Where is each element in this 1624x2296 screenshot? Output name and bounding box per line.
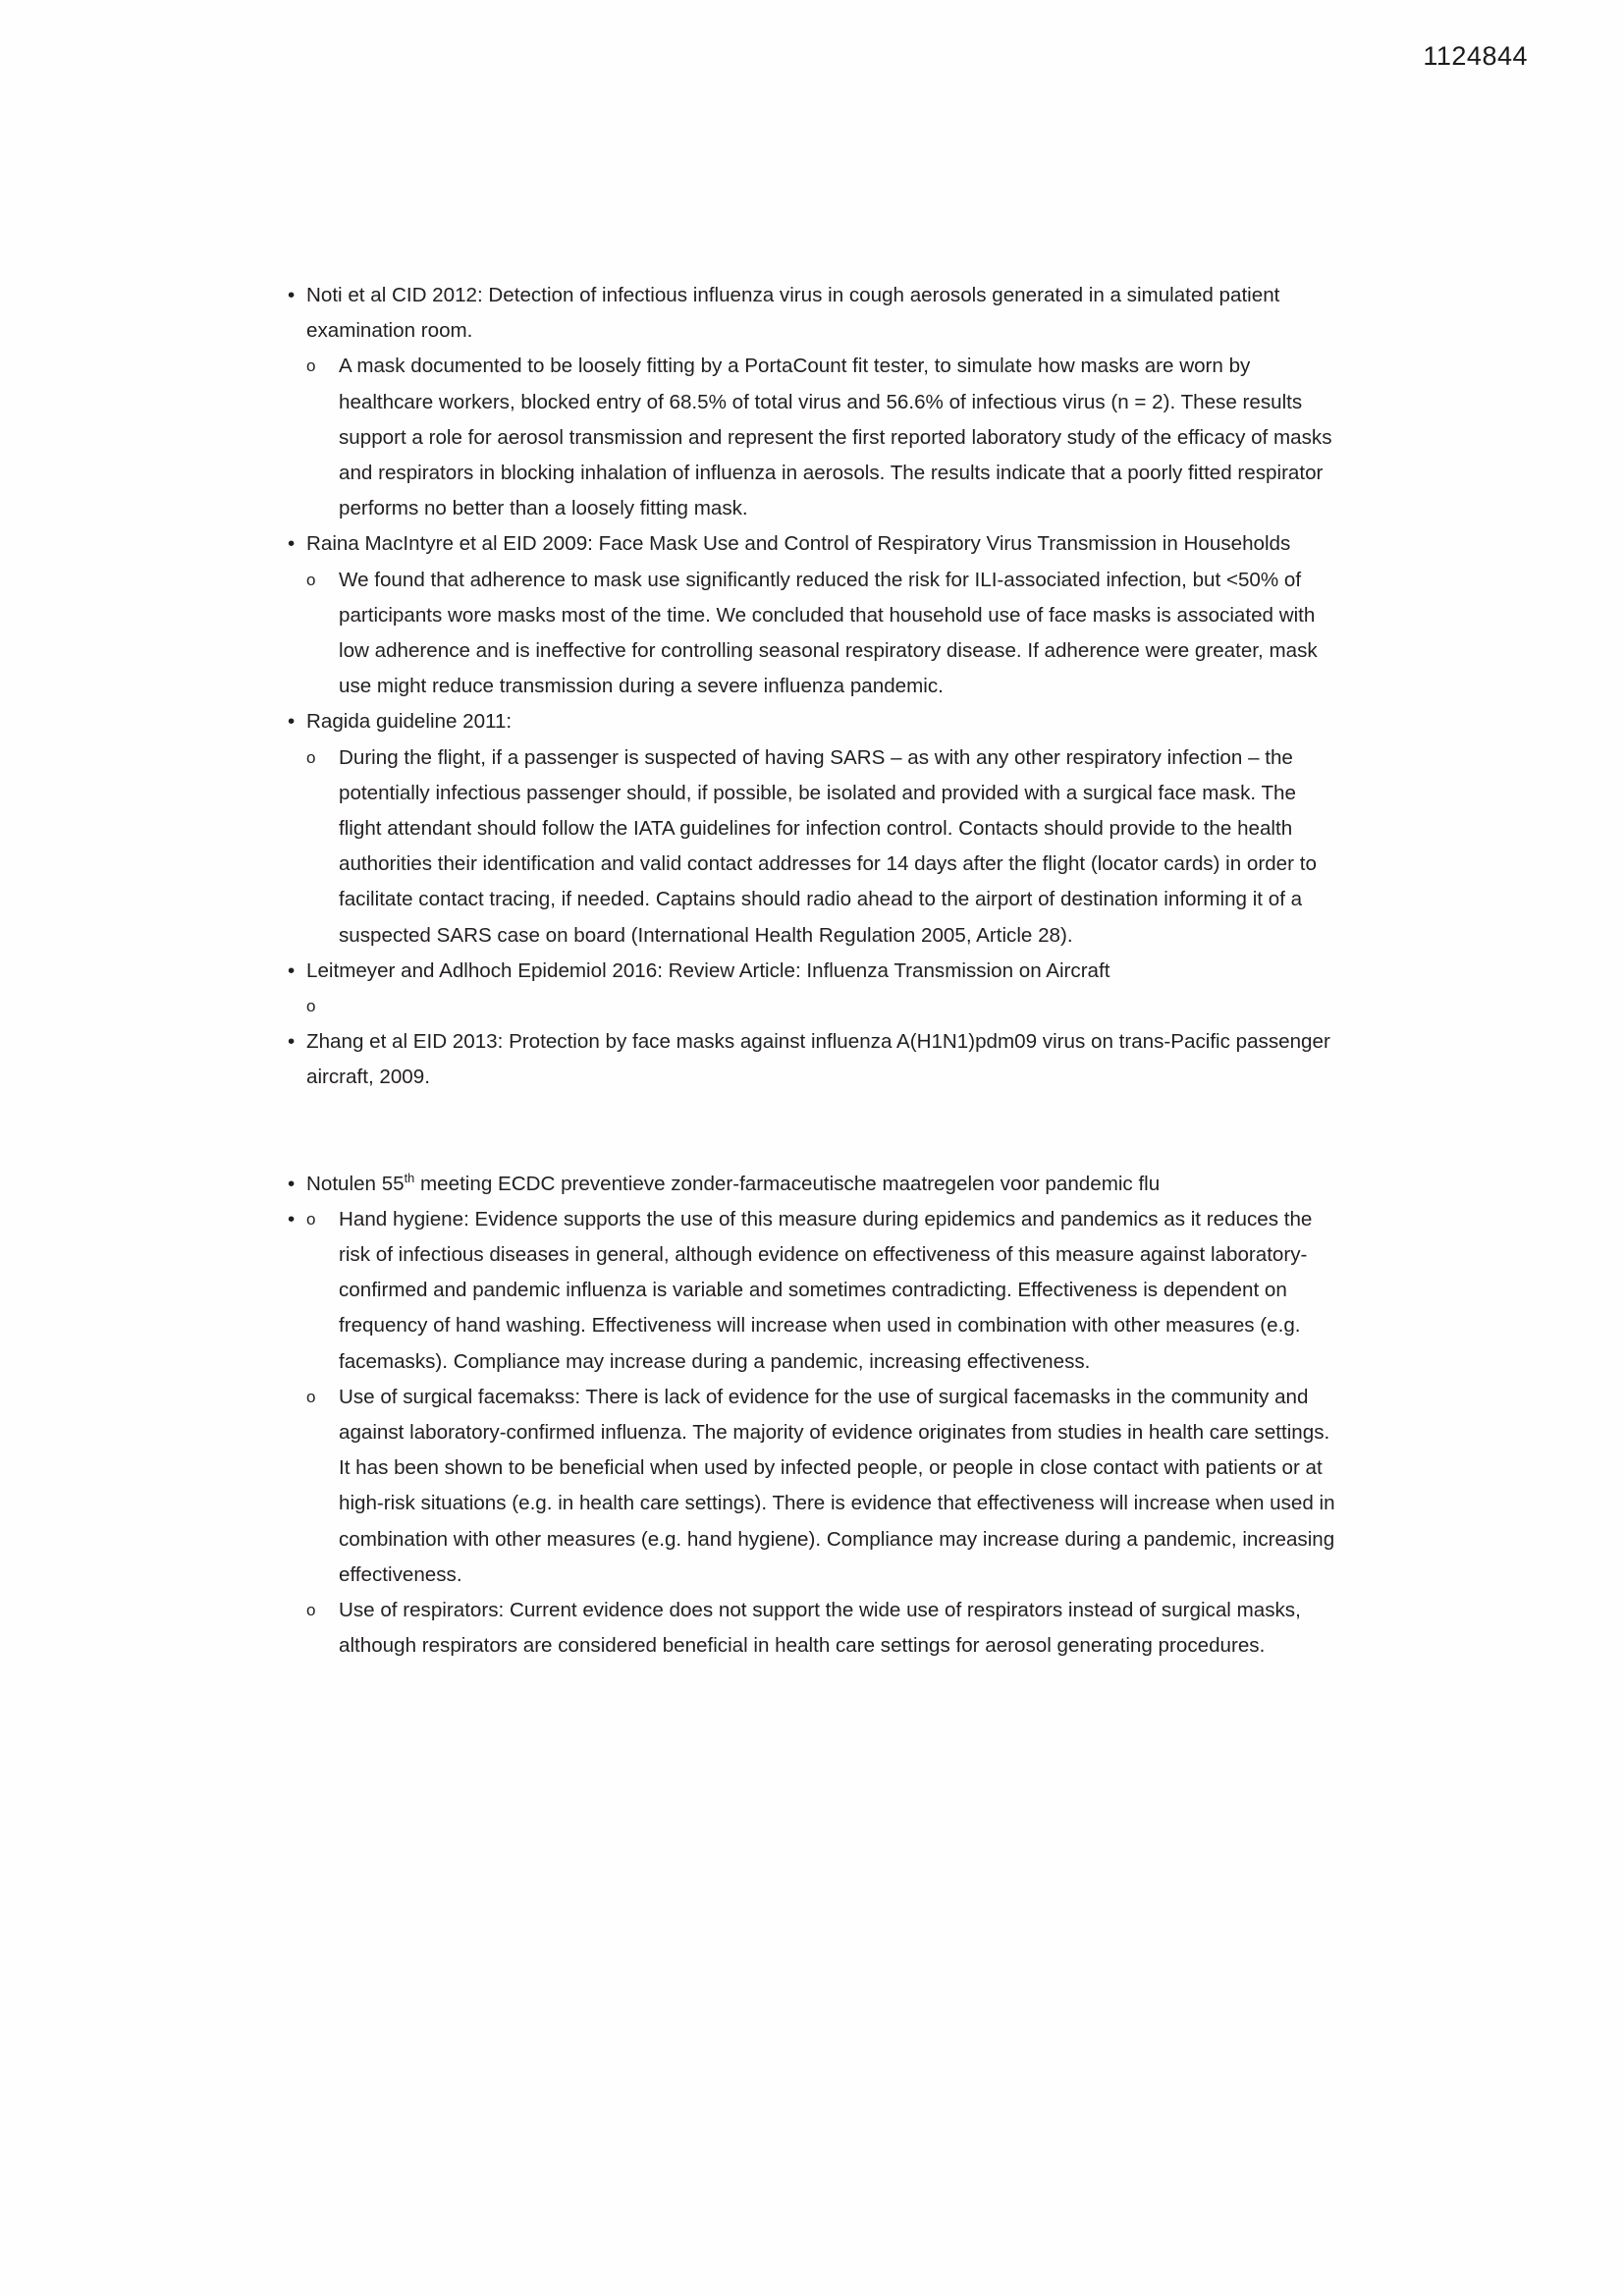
sub-list-item-text: During the flight, if a passenger is suspected of having SARS – as with any other respiratory infection – the potentially infectious passenger should, if possible, be isolated and provided with a surgical face mask. The flight attendant should follow the IATA guidelines for infection control. Contacts should provide to the health authorities their identification and valid contact addresses for 14 days after the flight (locator cards) in order to facilitate contact tracing, if needed. Captains should radio ahead to the airport of destination informing it of a suspected SARS case on board (International Health Regulation 2005, Article 28).	[339, 745, 1317, 947]
list-item-text: Noti et al CID 2012: Detection of infectious influenza virus in cough aerosols generated in a simulated patient examination room.	[306, 284, 1280, 343]
bullet-icon: •	[288, 710, 296, 734]
sub-list-item	[306, 1202, 1343, 1380]
sub-list	[306, 1202, 1343, 1665]
list-item-text	[306, 1167, 1343, 1202]
sub-list	[306, 349, 1343, 526]
sub-list-item	[306, 1380, 1343, 1593]
sub-list-item-text: Use of surgical facemakss: There is lack of evidence for the use of surgical facemasks in the community and against laboratory-confirmed influenza. The majority of evidence originates from studies in health care settings. It has been shown to be beneficial when used by infected people, or people in close contact with patients or at high-risk situations (e.g. in health care settings). There is evidence that effectiveness will increase when used in combination with other measures (e.g. hand hygiene). Compliance may increase during a pandemic, increasing effectiveness.	[339, 1385, 1335, 1586]
sub-list	[306, 563, 1343, 705]
bullet-icon: •	[288, 1207, 296, 1230]
sub-list	[306, 740, 1343, 954]
paragraph-spacer	[288, 1096, 1343, 1167]
bullet-icon: •	[288, 284, 296, 306]
sub-list-item-text: A mask documented to be loosely fitting by a PortaCount fit tester, to simulate how masks are worn by healthcare workers, blocked entry of 68.5% of total virus and 56.6% of infectious virus (n = 2). These results support a role for aerosol transmission and represent the first reported laboratory study of the efficacy of masks and respirators in blocking inhalation of influenza in aerosols. The results indicate that a poorly fitted respirator performs no better than a loosely fitting mask.	[339, 355, 1332, 520]
bullet-icon: •	[288, 1172, 296, 1195]
circle-bullet-icon: o	[306, 1387, 316, 1406]
bullet-icon: •	[288, 532, 296, 556]
page-number: 1124844	[1423, 41, 1528, 71]
circle-bullet-icon: o	[306, 570, 316, 589]
sub-list-item	[306, 740, 1343, 954]
notulen-prefix: Notulen 55	[306, 1172, 405, 1195]
sub-list-item	[306, 349, 1343, 526]
circle-bullet-icon: o	[306, 997, 316, 1016]
ordinal-suffix: th	[404, 1170, 415, 1185]
sub-list-item	[306, 1593, 1343, 1664]
circle-bullet-icon: o	[306, 747, 316, 767]
circle-bullet-icon: o	[306, 1209, 316, 1229]
sub-list-item-text: Hand hygiene: Evidence supports the use of this measure during epidemics and pandemics as it reduces the risk of infectious diseases in general, although evidence on effectiveness of this measure against laboratory-confirmed and pandemic influenza is variable and sometimes contradicting. Effectiveness is dependent on frequency of hand washing. Effectiveness will increase when used in combination with other measures (e.g. facemasks). Compliance may increase during a pandemic, increasing effectiveness.	[339, 1207, 1313, 1373]
sub-list-item-text: We found that adherence to mask use significantly reduced the risk for ILI-associated infection, but <50% of participants wore masks most of the time. We concluded that household use of face masks is associated with low adherence and is ineffective for controlling seasonal respiratory disease. If adherence were greater, mask use might reduce transmission during a severe influenza pandemic.	[339, 568, 1318, 698]
bullet-icon: •	[288, 958, 296, 982]
sub-list-item-empty	[306, 989, 1343, 1024]
circle-bullet-icon: o	[306, 1601, 316, 1620]
list-item-text: Zhang et al EID 2013: Protection by face masks against influenza A(H1N1)pdm09 virus on trans-Pacific passenger aircraft, 2009.	[306, 1030, 1330, 1089]
reference-list-part-one	[288, 278, 1343, 1096]
list-item	[288, 1024, 1343, 1095]
list-item-text: Ragida guideline 2011:	[306, 710, 513, 734]
list-item	[288, 1202, 1343, 1665]
circle-bullet-icon: o	[306, 356, 316, 376]
list-item	[288, 526, 1343, 704]
sub-list-item	[306, 563, 1343, 705]
list-item	[288, 704, 1343, 953]
list-item-text: Raina MacIntyre et al EID 2009: Face Mask Use and Control of Respiratory Virus Transmission in Households	[306, 532, 1291, 556]
list-item	[288, 954, 1343, 1024]
list-item-text: Leitmeyer and Adlhoch Epidemiol 2016: Review Article: Influenza Transmission on Aircraft	[306, 958, 1110, 982]
notulen-suffix: meeting ECDC preventieve zonder-farmaceutische maatregelen voor pandemic flu	[414, 1172, 1161, 1195]
bullet-icon: •	[288, 1030, 296, 1054]
document-body	[288, 278, 1343, 1665]
reference-list-part-two	[288, 1167, 1343, 1665]
sub-list-item-text: Use of respirators: Current evidence does not support the wide use of respirators instead of surgical masks, although respirators are considered beneficial in health care settings for aerosol generating procedures.	[339, 1599, 1301, 1658]
sub-list	[306, 989, 1343, 1024]
list-item	[288, 1167, 1343, 1202]
list-item	[288, 278, 1343, 526]
